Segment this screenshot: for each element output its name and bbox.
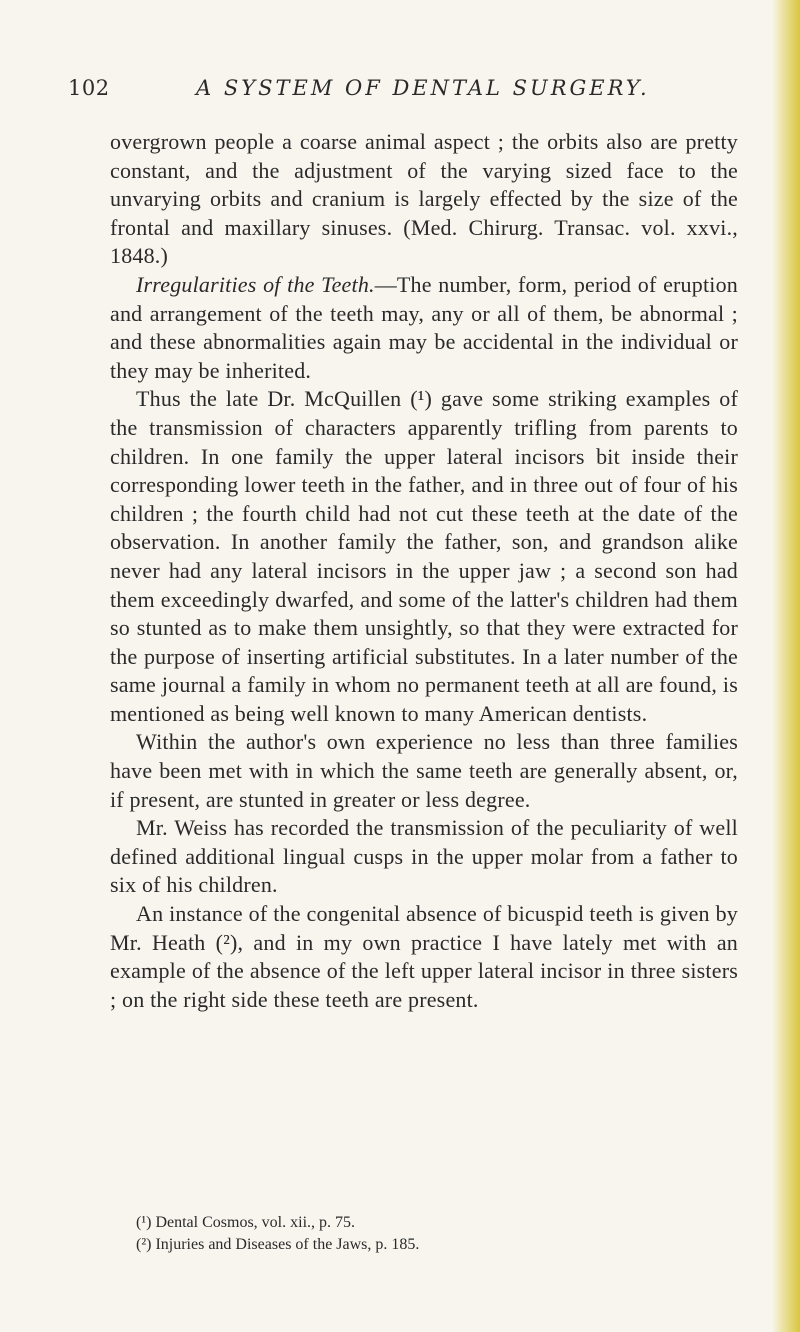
paragraph-text: —The number, form, period of eruption and arrangement of the teeth may, any or all of them, be abnormal ; and these abnormalities again may be accidental in the individual or they may be inherited. [110,271,738,383]
page-header [0,76,800,106]
paragraph-text: Thus the late Dr. McQuillen (¹) gave some striking examples of the transmission of characters apparently trifling from parents to children. In one family the upper lateral incisors bit inside their corresponding lower teeth in the father, and in three out of four of his children ; the fourth child had not cut these teeth at the date of the observation. In another family the father, son, and grandson alike never had any lateral incisors in the upper jaw ; a second son had them exceedingly dwarfed, and some of the latter's children had them so stunted as to make them unsightly, so that they were extracted for the purpose of inserting artificial substitutes. In a later number of the same journal a family in whom no permanent teeth at all are found, is mentioned as being well known to many American dentists. [110,386,738,726]
paragraph [110,728,738,814]
section-heading: Irregularities of the Teeth. [136,271,375,297]
body-text [110,128,738,1014]
footnote: (¹) Dental Cosmos, vol. xii., p. 75. [136,1214,356,1231]
running-title: A SYSTEM OF DENTAL SURGERY. [196,76,650,100]
paragraph-text: Mr. Weiss has recorded the transmission of the peculiarity of well defined additional lingual cusps in the upper molar from a father to six of his children. [110,815,738,898]
paragraph [110,385,738,728]
page-edge-discoloration [772,0,800,1332]
paragraph-text: Within the author's own experience no less than three families have been met with in which the same teeth are generally absent, or, if present, are stunted in greater or less degree. [110,729,738,812]
footnote: (²) Injuries and Diseases of the Jaws, p. 185. [136,1236,420,1253]
paragraph [110,271,738,385]
footnotes [136,1212,736,1256]
paragraph-text: An instance of the congenital absence of bicuspid teeth is given by Mr. Heath (²), and in my own practice I have lately met with an example of the absence of the left upper lateral incisor in three sisters ; on the right side these teeth are present. [110,901,738,1012]
page-number: 102 [68,76,110,100]
paragraph [110,128,738,271]
paragraph-text: overgrown people a coarse animal aspect ; the orbits also are pretty constant, and the adjustment of the varying sized face to the unvarying orbits and cranium is largely effected by the size of the frontal and maxillary sinuses. (Med. Chirurg. Transac. vol. xxvi., 1848.) [110,129,738,269]
paragraph [110,814,738,900]
paragraph [110,900,738,1014]
